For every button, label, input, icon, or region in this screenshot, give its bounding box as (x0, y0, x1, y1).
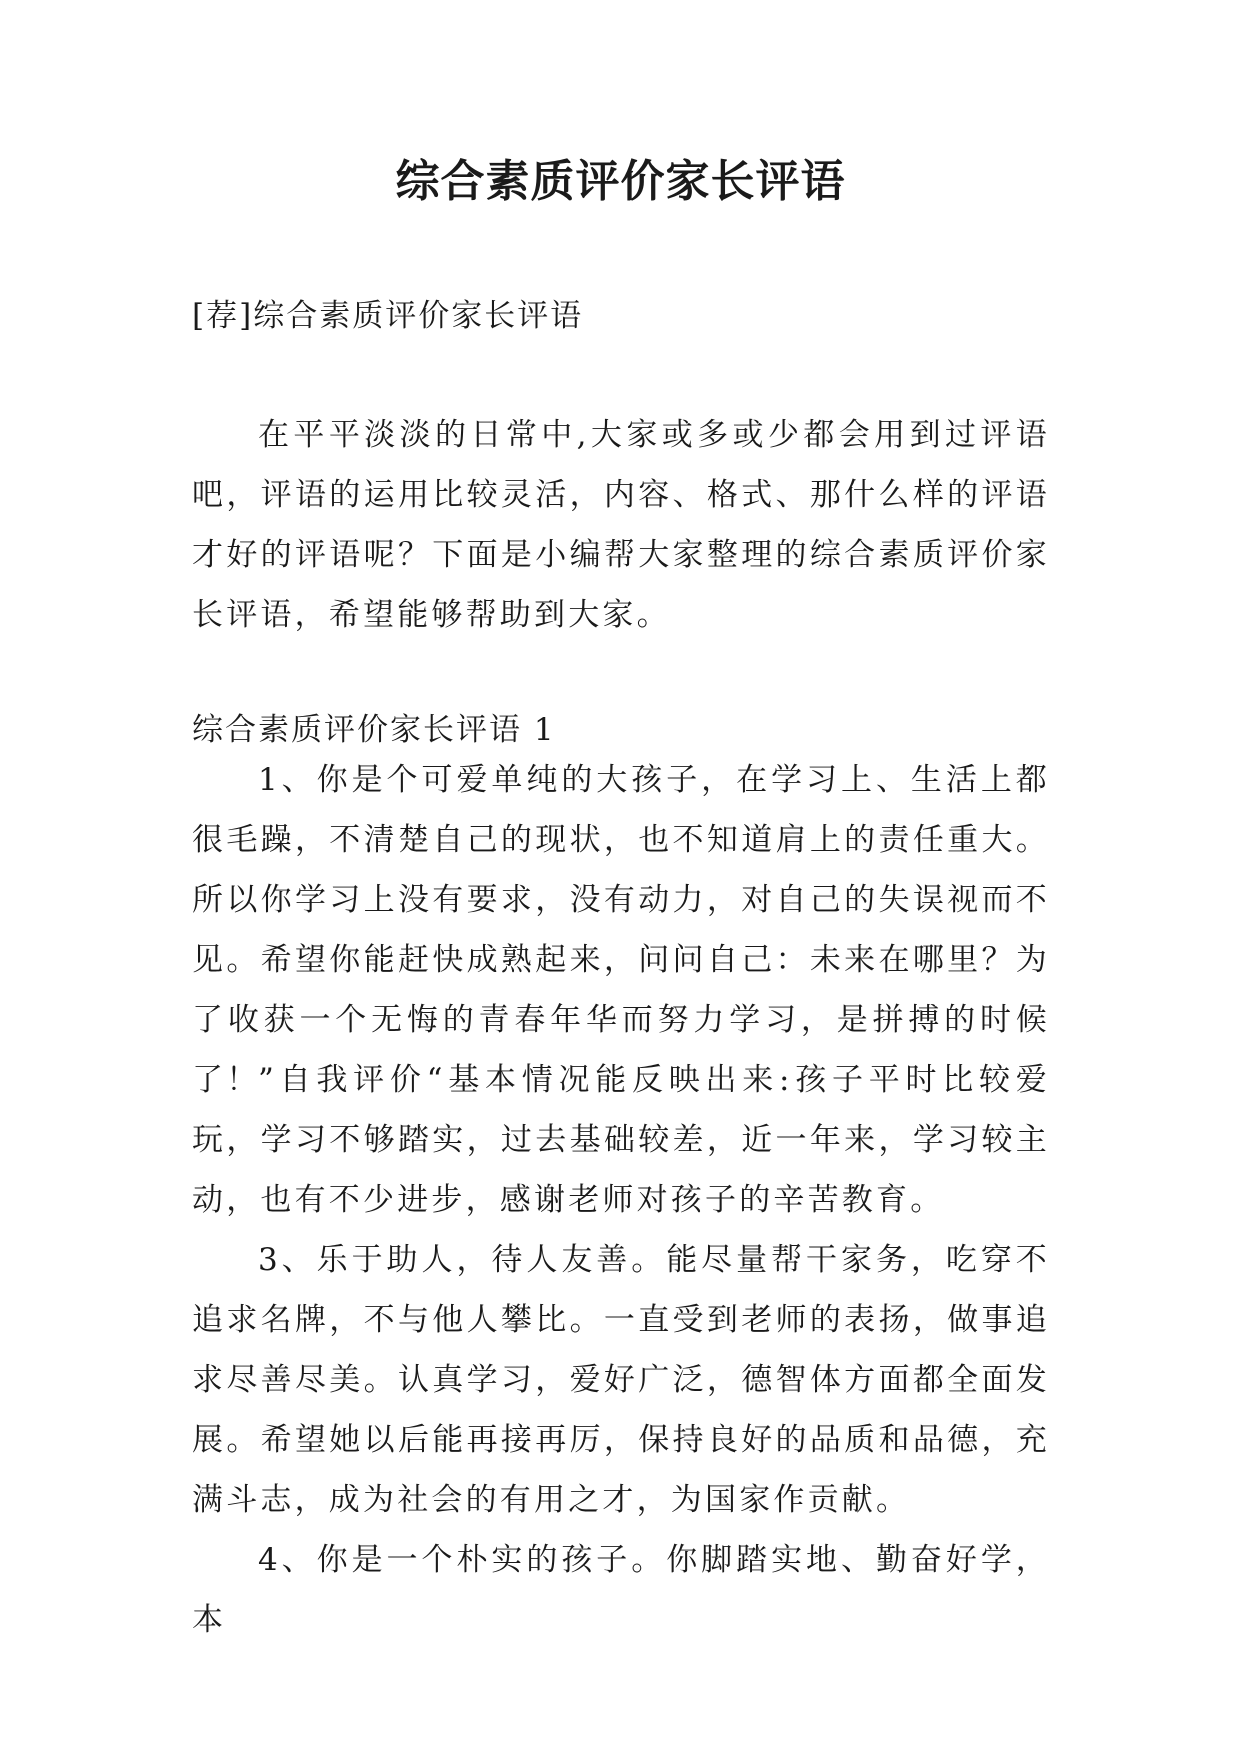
comment-paragraph-2: ”自我评价“基本情况能反映出来:孩子平时比较爱玩，学习不够踏实，过去基础较差，近一年来，学习较主动，也有不少进步，感谢老师对孩子的辛苦教育。 (192, 1062, 1050, 1218)
comment-paragraph-1: 1、你是个可爱单纯的大孩子，在学习上、生活上都很毛躁，不清楚自己的现状，也不知道肩上的责任重大。所以你学习上没有要求，没有动力，对自己的失误视而不见。希望你能赶快成熟起来，问问自己：未来在哪里？为了收获一个无悔的青春年华而努力学习，是拼搏的时候了！ (192, 762, 1050, 1098)
document-title: 综合素质评价家长评语 (395, 156, 846, 207)
comment-paragraph-4: 4、你是一个朴实的孩子。你脚踏实地、勤奋好学，本 (192, 1542, 1050, 1638)
section-heading: 综合素质评价家长评语 1 (192, 712, 556, 748)
document-subtitle: [荐]综合素质评价家长评语 (192, 298, 584, 334)
comment-paragraph-3: 3、乐于助人，待人友善。能尽量帮干家务，吃穿不追求名牌，不与他人攀比。一直受到老师的表扬，做事追求尽善尽美。认真学习，爱好广泛，德智体方面都全面发展。希望她以后能再接再厉，保持良好的品质和品德，充满斗志，成为社会的有用之才，为国家作贡献。 (192, 1242, 1050, 1518)
intro-paragraph: 在平平淡淡的日常中,大家或多或少都会用到过评语吧，评语的运用比较灵活，内容、格式、那什么样的评语才好的评语呢？下面是小编帮大家整理的综合素质评价家长评语，希望能够帮助到大家。 (192, 417, 1050, 633)
